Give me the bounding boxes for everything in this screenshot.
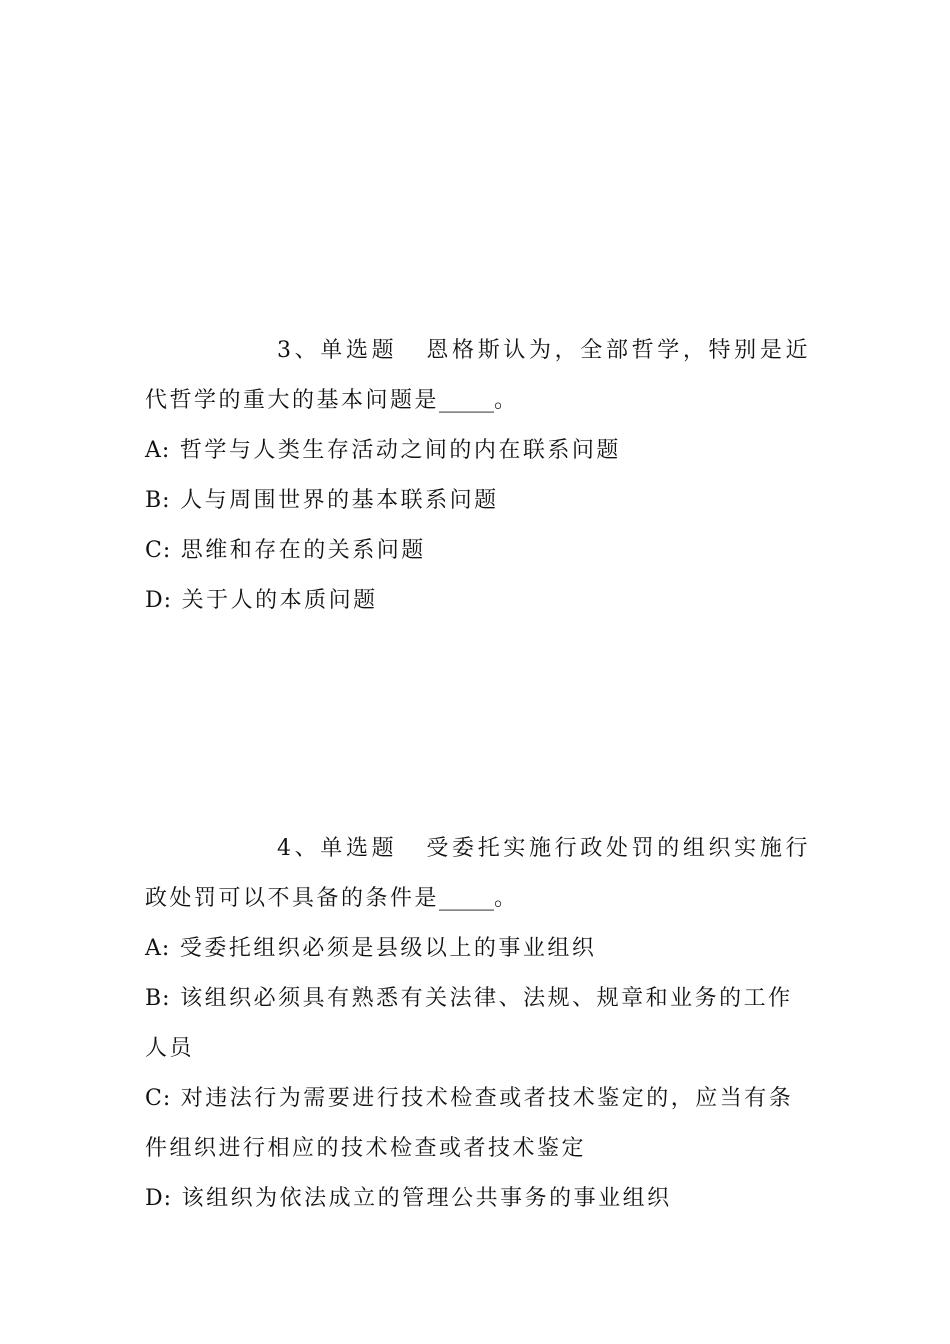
option-a xyxy=(145,924,810,974)
option-key: B: xyxy=(145,986,171,1011)
option-d xyxy=(145,576,810,626)
answer-blank: _____ xyxy=(439,886,495,911)
option-key: D: xyxy=(145,588,173,613)
option-text: 思维和存在的关系问题 xyxy=(180,538,426,563)
question-end: 。 xyxy=(494,886,519,911)
option-text: 该组织必须具有熟悉有关法律、法规、规章和业务的工作人员 xyxy=(145,986,793,1061)
question-type: 单选题 xyxy=(320,836,398,861)
option-b xyxy=(145,974,810,1074)
option-text: 该组织为依法成立的管理公共事务的事业组织 xyxy=(181,1186,672,1211)
question-number: 3、 xyxy=(277,338,321,363)
option-a xyxy=(145,426,810,476)
option-key: B: xyxy=(145,488,171,513)
option-key: A: xyxy=(145,936,171,961)
question-text: 恩格斯认为，全部哲学，特别是近代哲学的重大的基本问题是 xyxy=(145,338,810,413)
option-d xyxy=(145,1174,810,1224)
option-b xyxy=(145,476,810,526)
question-number: 4、 xyxy=(277,836,321,861)
option-text: 受委托组织必须是县级以上的事业组织 xyxy=(179,936,597,961)
option-text: 对违法行为需要进行技术检查或者技术鉴定的，应当有条件组织进行相应的技术检查或者技术鉴定 xyxy=(145,1086,794,1161)
answer-blank: _____ xyxy=(439,388,495,413)
question-stem xyxy=(145,824,810,924)
option-c xyxy=(145,1074,810,1174)
option-text: 关于人的本质问题 xyxy=(181,588,378,613)
option-key: D: xyxy=(145,1186,173,1211)
option-text: 人与周围世界的基本联系问题 xyxy=(180,488,499,513)
option-key: C: xyxy=(145,1086,172,1111)
option-key: A: xyxy=(145,438,171,463)
question-4 xyxy=(145,824,810,1224)
question-text: 受委托实施行政处罚的组织实施行政处罚可以不具备的条件是 xyxy=(145,836,810,911)
question-type: 单选题 xyxy=(320,338,398,363)
option-text: 哲学与人类生存活动之间的内在联系问题 xyxy=(179,438,621,463)
question-3 xyxy=(145,326,810,626)
option-c xyxy=(145,526,810,576)
question-end: 。 xyxy=(494,388,519,413)
question-stem xyxy=(145,326,810,426)
option-key: C: xyxy=(145,538,172,563)
